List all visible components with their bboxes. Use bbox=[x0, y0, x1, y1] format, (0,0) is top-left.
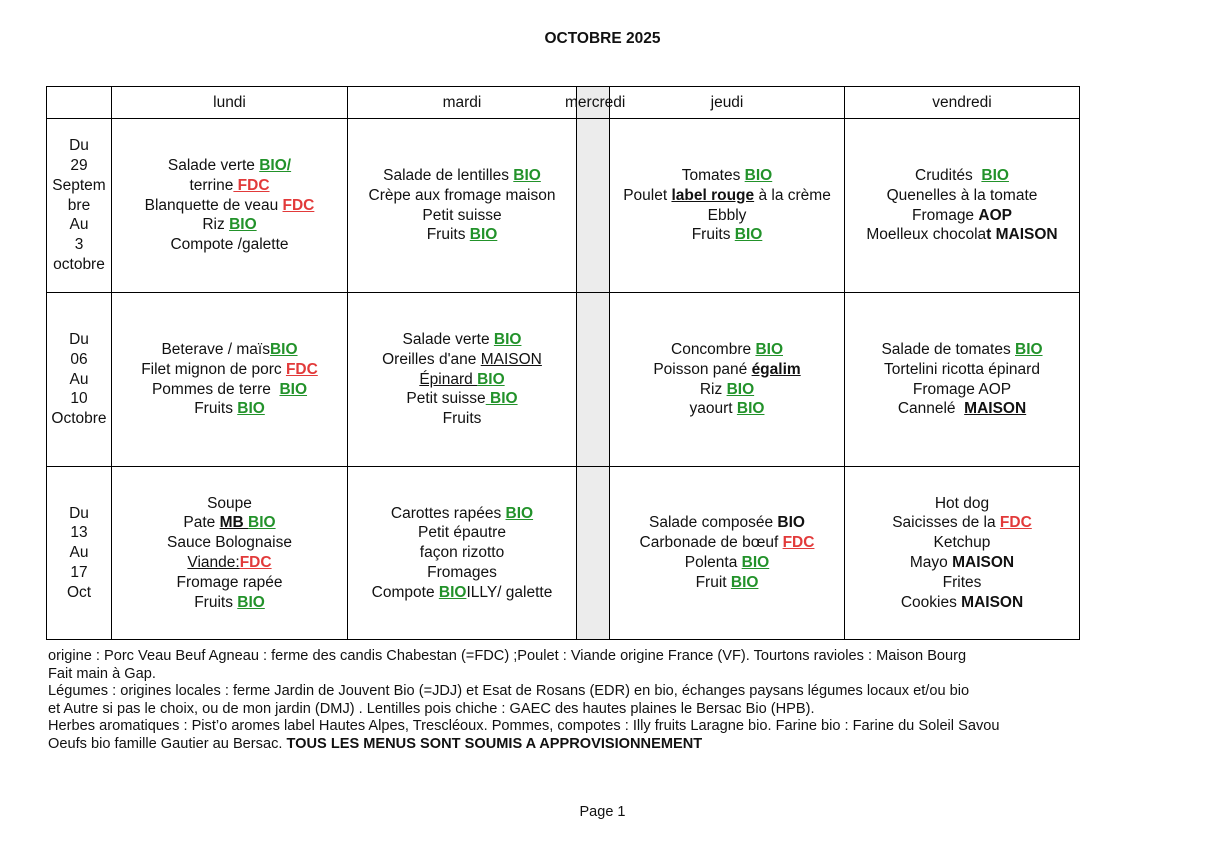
menu-text: Fruits bbox=[691, 226, 735, 244]
menu-text: Fruits bbox=[426, 226, 470, 244]
menu-text: Compote /galette bbox=[170, 236, 289, 254]
menu-text: Poulet bbox=[623, 186, 672, 204]
menu-item bbox=[610, 573, 844, 593]
week-dates bbox=[47, 467, 112, 640]
menu-item bbox=[610, 380, 844, 400]
menu-text: ILLY/ galette bbox=[466, 583, 553, 601]
header-mercredi-label: mercredi bbox=[565, 93, 626, 111]
menu-item bbox=[348, 504, 576, 524]
menu-text: Petit épautre bbox=[418, 524, 506, 542]
fdc-label: FDC bbox=[282, 196, 315, 214]
menu-text: Compote bbox=[371, 583, 439, 601]
menu-item bbox=[610, 360, 844, 380]
menu-text: Fruits bbox=[194, 593, 238, 611]
menu-text: Viande: bbox=[187, 554, 240, 571]
cell-jeudi bbox=[610, 119, 845, 293]
menu-text: Cannelé bbox=[897, 400, 965, 418]
page-title: OCTOBRE 2025 bbox=[544, 30, 661, 47]
menu-text: Tomates bbox=[681, 166, 745, 184]
menu-text: label rouge bbox=[671, 186, 755, 204]
menu-item bbox=[112, 494, 347, 514]
menu-item bbox=[348, 543, 576, 563]
menu-item bbox=[845, 360, 1079, 380]
menu-item bbox=[112, 340, 347, 360]
menu-item bbox=[845, 494, 1079, 514]
bio-label: BIO bbox=[734, 226, 763, 244]
corner-cell bbox=[47, 87, 112, 119]
menu-item bbox=[610, 513, 844, 533]
menu-text: Sauce Bolognaise bbox=[167, 534, 292, 552]
bio-label: BIO bbox=[981, 166, 1009, 184]
header-lundi: lundi bbox=[112, 87, 348, 119]
menu-text: Cookies bbox=[900, 593, 962, 611]
menu-text: Riz bbox=[699, 380, 727, 398]
date-line: Oct bbox=[66, 583, 92, 601]
date-line: 17 bbox=[70, 563, 88, 581]
cell-mardi bbox=[348, 119, 577, 293]
menu-item bbox=[845, 553, 1079, 573]
date-line: 3 bbox=[74, 236, 84, 254]
fdc-label: FDC bbox=[285, 360, 318, 378]
note-text: Oeufs bio famille Gautier au Bersac. bbox=[48, 735, 287, 752]
bio-label: BIO bbox=[237, 593, 265, 611]
menu-item bbox=[348, 225, 576, 245]
menu-item bbox=[112, 360, 347, 380]
menu-items bbox=[610, 166, 844, 245]
page-number: Page 1 bbox=[579, 804, 626, 820]
header-jeudi: jeudi bbox=[610, 87, 845, 119]
menu-item bbox=[348, 330, 576, 350]
menu-item bbox=[845, 206, 1079, 226]
header-row bbox=[47, 87, 1080, 119]
note-line: Fait main à Gap. bbox=[48, 665, 156, 682]
menu-text: à la crème bbox=[754, 186, 831, 204]
menu-text: Pommes de terre bbox=[151, 380, 280, 398]
menu-text: MB bbox=[219, 514, 249, 532]
bio-label: BIO bbox=[438, 583, 467, 601]
cell-vendredi bbox=[845, 293, 1080, 467]
note-line: origine : Porc Veau Beuf Agneau : ferme des candis Chabestan (=FDC) ;Poulet : Viande origine France (VF). Tourtons ravioles : Maison Bourg bbox=[48, 648, 967, 664]
menu-items bbox=[845, 166, 1079, 245]
menu-item bbox=[112, 533, 347, 553]
menu-item bbox=[845, 513, 1079, 533]
bio-label: BIO bbox=[730, 573, 759, 591]
date-line: Octobre bbox=[51, 410, 107, 428]
menu-text: MAISON bbox=[480, 350, 542, 368]
menu-text: Beterave / maïs bbox=[161, 340, 270, 358]
bio-label: BIO bbox=[485, 390, 518, 408]
menu-item bbox=[845, 573, 1079, 593]
note-line: Herbes aromatiques : Pist’o aromes label Hautes Alpes, Trescléoux. Pommes, compotes : Illy fruits Laragne bio. Farine bio : Farine du Soleil Savou bbox=[48, 718, 1000, 735]
menu-item bbox=[112, 513, 347, 533]
note-line: Légumes : origines locales : ferme Jardin de Jouvent Bio (=JDJ) et Esat de Rosans (EDR) en bio, échanges paysans légumes locaux et/ou bio bbox=[48, 683, 970, 700]
menu-item bbox=[348, 523, 576, 543]
menu-item bbox=[610, 553, 844, 573]
menu-text: Salade verte bbox=[167, 157, 260, 174]
bio-label: BIO bbox=[477, 370, 505, 388]
cell-jeudi bbox=[610, 467, 845, 640]
fdc-label: FDC bbox=[782, 534, 815, 552]
menu-text: Filet mignon de porc bbox=[141, 360, 286, 378]
menu-items bbox=[610, 340, 844, 419]
bio-label: BIO bbox=[269, 340, 298, 358]
date-line: Au bbox=[69, 370, 89, 388]
note-line bbox=[48, 736, 1128, 754]
menu-item bbox=[112, 553, 347, 573]
cell-mardi bbox=[348, 293, 577, 467]
menu-text: yaourt bbox=[689, 400, 737, 418]
date-line: 29 bbox=[70, 157, 88, 174]
menu-item bbox=[112, 380, 347, 400]
menu-text: Mayo bbox=[909, 554, 953, 571]
menu-item bbox=[845, 533, 1079, 553]
menu-text: Petit suisse bbox=[422, 206, 502, 224]
menu-item bbox=[348, 206, 576, 226]
header-vendredi: vendredi bbox=[845, 87, 1080, 119]
fdc-label: FDC bbox=[233, 176, 270, 194]
menu-table bbox=[46, 86, 1080, 640]
menu-text: Fruits bbox=[194, 400, 238, 418]
menu-text: AOP bbox=[978, 206, 1012, 224]
menu-item bbox=[348, 563, 576, 583]
menu-text: Hot dog bbox=[934, 494, 990, 512]
menu-items bbox=[845, 340, 1079, 419]
bio-label: BIO bbox=[513, 166, 541, 184]
menu-text: MAISON bbox=[952, 554, 1015, 571]
date-line: 06 bbox=[70, 350, 88, 368]
menu-text: Salade de lentilles bbox=[383, 166, 514, 184]
bio-label: BIO bbox=[469, 226, 498, 244]
menu-item bbox=[348, 370, 576, 390]
menu-text: BIO bbox=[777, 514, 805, 532]
header-mardi: mardi bbox=[348, 87, 577, 119]
date-line: 13 bbox=[70, 524, 88, 542]
menu-items bbox=[610, 513, 844, 592]
menu-text: égalim bbox=[751, 360, 801, 378]
date-line: Du bbox=[69, 331, 89, 348]
menu-item bbox=[348, 409, 576, 429]
menu-text: Salade de tomates bbox=[881, 340, 1015, 358]
header-mercredi bbox=[565, 87, 626, 119]
menu-text: terrine bbox=[189, 176, 234, 194]
cell-vendredi bbox=[845, 467, 1080, 640]
menu-text: Épinard bbox=[419, 370, 478, 388]
bio-label: BIO bbox=[744, 166, 773, 184]
footnotes bbox=[48, 648, 1128, 754]
menu-item bbox=[610, 206, 844, 226]
menu-item bbox=[348, 583, 576, 603]
cell-lundi bbox=[112, 119, 348, 293]
menu-text: Petit suisse bbox=[406, 390, 486, 408]
bio-label: BIO bbox=[237, 400, 265, 418]
menu-item bbox=[112, 156, 347, 176]
menu-item bbox=[845, 186, 1079, 206]
menu-item bbox=[348, 166, 576, 186]
menu-item bbox=[610, 399, 844, 419]
date-line: Septem bbox=[52, 176, 106, 194]
menu-text: façon rizotto bbox=[419, 544, 505, 562]
menu-text: Ebbly bbox=[707, 206, 747, 224]
menu-item bbox=[112, 399, 347, 419]
menu-item bbox=[112, 176, 347, 196]
bio-label: BIO bbox=[755, 340, 783, 358]
menu-text: Carbonade de bœuf bbox=[639, 534, 783, 552]
date-line: 10 bbox=[70, 390, 88, 408]
menu-item bbox=[845, 166, 1079, 186]
cell-mercredi bbox=[577, 467, 610, 640]
menu-items bbox=[112, 494, 347, 613]
menu-text: Crudités bbox=[915, 166, 982, 184]
menu-items bbox=[112, 340, 347, 419]
menu-text: Fromage AOP bbox=[912, 380, 1012, 398]
menu-item bbox=[845, 593, 1079, 613]
menu-item bbox=[610, 533, 844, 553]
menu-text: MAISON bbox=[964, 400, 1027, 418]
cell-mercredi bbox=[577, 293, 610, 467]
menu-text: Ketchup bbox=[933, 534, 991, 552]
bio-label: BIO bbox=[741, 554, 770, 571]
menu-item bbox=[348, 389, 576, 409]
menu-items bbox=[112, 156, 347, 255]
menu-text: Quenelles à la tomate bbox=[886, 186, 1038, 204]
menu-item bbox=[112, 235, 347, 255]
menu-text: Salade composée bbox=[649, 514, 778, 532]
bio-label: BIO/ bbox=[259, 157, 292, 174]
menu-text: t MAISON bbox=[986, 226, 1058, 244]
menu-text: Blanquette de veau bbox=[144, 196, 283, 214]
bio-label: BIO bbox=[1015, 340, 1043, 358]
date-line: octobre bbox=[53, 255, 105, 273]
week-dates bbox=[47, 119, 112, 293]
menu-item bbox=[348, 350, 576, 370]
menu-text: Concombre bbox=[671, 340, 756, 358]
cell-mardi bbox=[348, 467, 577, 640]
menu-items bbox=[348, 166, 576, 245]
menu-items bbox=[348, 504, 576, 603]
menu-item bbox=[845, 225, 1079, 245]
menu-text: Fromages bbox=[427, 563, 497, 581]
cell-lundi bbox=[112, 293, 348, 467]
week-row bbox=[47, 119, 1080, 293]
bio-label: BIO bbox=[279, 380, 308, 398]
menu-text: Tortelini ricotta épinard bbox=[884, 360, 1040, 378]
supply-warning: TOUS LES MENUS SONT SOUMIS A APPROVISIONNEMENT bbox=[286, 735, 703, 752]
bio-label: BIO bbox=[726, 380, 755, 398]
menu-text: Polenta bbox=[684, 554, 742, 571]
menu-item bbox=[845, 399, 1079, 419]
week-row bbox=[47, 467, 1080, 640]
note-line: et Autre si pas le choix, ou de mon jardin (DMJ) . Lentilles pois chiche : GAEC des hautes plaines le Bersac Bio (HPB). bbox=[48, 700, 815, 717]
menu-text: Crèpe aux fromage maison bbox=[368, 186, 556, 204]
menu-text: Fruit bbox=[695, 573, 731, 591]
week-row bbox=[47, 293, 1080, 467]
menu-text: Saicisses de la bbox=[892, 514, 1000, 532]
menu-text: Fromage rapée bbox=[176, 573, 283, 591]
menu-text: Poisson pané bbox=[653, 360, 752, 378]
menu-text: Moelleux chocola bbox=[866, 226, 987, 244]
bio-label: BIO bbox=[248, 514, 276, 532]
menu-text: Salade verte bbox=[402, 331, 494, 348]
menu-text: Oreilles d'ane bbox=[382, 350, 481, 368]
menu-item bbox=[845, 380, 1079, 400]
menu-item bbox=[112, 215, 347, 235]
date-line: Du bbox=[69, 137, 89, 155]
cell-lundi bbox=[112, 467, 348, 640]
fdc-label: FDC bbox=[239, 554, 272, 571]
menu-text: Riz bbox=[202, 216, 230, 234]
cell-jeudi bbox=[610, 293, 845, 467]
cell-mercredi bbox=[577, 119, 610, 293]
menu-text: Carottes rapées bbox=[390, 504, 506, 522]
date-line: Au bbox=[69, 544, 89, 562]
menu-item bbox=[112, 593, 347, 613]
menu-item bbox=[112, 196, 347, 216]
menu-item bbox=[112, 573, 347, 593]
fdc-label: FDC bbox=[999, 514, 1032, 532]
menu-text: Pate bbox=[183, 514, 220, 532]
menu-item bbox=[610, 340, 844, 360]
menu-item bbox=[610, 186, 844, 206]
bio-label: BIO bbox=[493, 331, 522, 348]
bio-label: BIO bbox=[736, 400, 765, 418]
menu-text: MAISON bbox=[961, 593, 1024, 611]
menu-text: Frites bbox=[942, 573, 982, 591]
menu-item bbox=[610, 225, 844, 245]
menu-items bbox=[845, 494, 1079, 613]
menu-text: Soupe bbox=[207, 494, 252, 512]
bio-label: BIO bbox=[505, 504, 534, 522]
cell-vendredi bbox=[845, 119, 1080, 293]
date-line: bre bbox=[67, 196, 91, 214]
date-line: Au bbox=[69, 216, 89, 234]
menu-item bbox=[610, 166, 844, 186]
menu-text: Fruits bbox=[442, 410, 482, 428]
menu-text: Fromage bbox=[912, 206, 979, 224]
menu-items bbox=[348, 330, 576, 429]
menu-item bbox=[845, 340, 1079, 360]
date-line: Du bbox=[69, 504, 89, 522]
bio-label: BIO bbox=[229, 216, 257, 234]
week-dates bbox=[47, 293, 112, 467]
menu-item bbox=[348, 186, 576, 206]
